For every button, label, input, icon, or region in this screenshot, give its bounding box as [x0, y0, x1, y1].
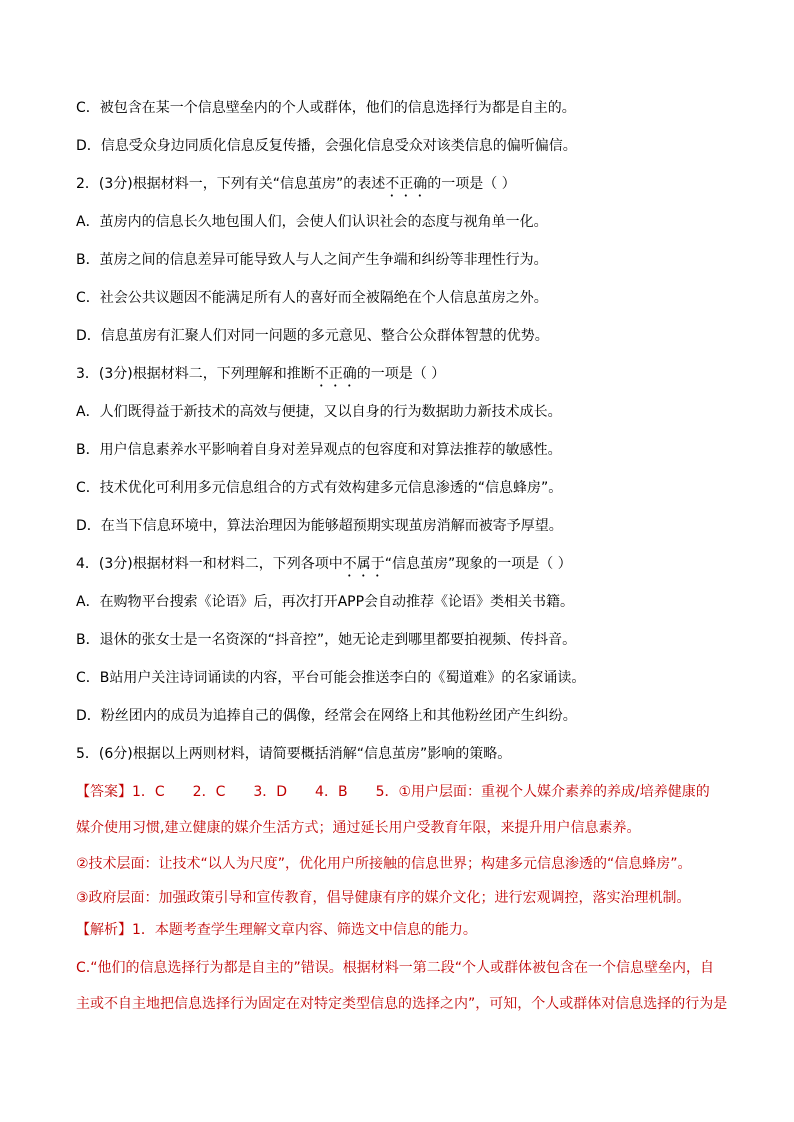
- analysis-line-3: 主或不自主地把信息选择行为固定在对特定类型信息的选择之内”，可知，个人或群体对信息选择的行为是: [76, 996, 728, 1012]
- answer-line-1: 【答案】1．C 2．C 3．D 4．B 5．①用户层面：重视个人媒介素养的养成/培养健康的: [76, 784, 710, 800]
- q3-option-c: C．技术优化可利用多元信息组合的方式有效构建多元信息渗透的“信息蜂房”。: [76, 480, 563, 496]
- q3-stem-emphasis: 不正确: [314, 366, 357, 382]
- q3-stem: [76, 364, 736, 390]
- q2-option-d: D．信息茧房有汇聚人们对同一问题的多元意见、整合公众群体智慧的优势。: [76, 328, 549, 344]
- q2-stem-post: 的一项是（ ）: [427, 176, 516, 192]
- q4-stem-post: “信息茧房”现象的一项是（ ）: [384, 556, 572, 572]
- q1-option-d: D．信息受众身边同质化信息反复传播，会强化信息受众对该类信息的偏听偏信。: [76, 138, 577, 154]
- q1-option-c: C．被包含在某一个信息壁垒内的个人或群体，他们的信息选择行为都是自主的。: [76, 100, 576, 116]
- q2-stem: [76, 174, 736, 200]
- q4-option-b: B．退休的张女士是一名资深的“抖音控”，她无论走到哪里都要拍视频、传抖音。: [76, 632, 577, 648]
- q3-stem-pre: 3．(3分)根据材料二，下列理解和推断: [76, 366, 315, 382]
- analysis-line-2: C.“他们的信息选择行为都是自主的”错误。根据材料一第二段“个人或群体被包含在一个信息壁垒内，自: [76, 960, 714, 976]
- analysis-line-1: 【解析】1．本题考查学生理解文章内容、筛选文中信息的能力。: [76, 922, 477, 938]
- q4-stem: [76, 554, 736, 580]
- q4-option-c: C．B站用户关注诗词诵读的内容，平台可能会推送李白的《蜀道难》的名家诵读。: [76, 670, 586, 686]
- q2-option-c: C．社会公共议题因不能满足所有人的喜好而全被隔绝在个人信息茧房之外。: [76, 290, 548, 306]
- q3-option-d: D．在当下信息环境中，算法治理因为能够超预期实现茧房消解而被寄予厚望。: [76, 518, 563, 534]
- q4-stem-pre: 4．(3分)根据材料一和材料二，下列各项中: [76, 556, 343, 572]
- answer-line-3: ②技术层面：让技术“以人为尺度”，优化用户所接触的信息世界；构建多元信息渗透的“信息蜂房”。: [76, 856, 692, 872]
- q3-stem-post: 的一项是（ ）: [356, 366, 446, 382]
- q3-option-b: B．用户信息素养水平影响着自身对差异观点的包容度和对算法推荐的敏感性。: [76, 442, 562, 458]
- q4-option-a: A．在购物平台搜索《论语》后，再次打开APP会自动推荐《论语》类相关书籍。: [76, 594, 575, 610]
- q2-option-b: B．茧房之间的信息差异可能导致人与人之间产生争端和纠纷等非理性行为。: [76, 252, 548, 268]
- q2-stem-emphasis: 不正确: [385, 176, 428, 192]
- q2-stem-pre: 2．(3分)根据材料一，下列有关“信息茧房”的表述: [76, 176, 386, 192]
- answer-line-2: 媒介使用习惯,建立健康的媒介生活方式；通过延长用户受教育年限，来提升用户信息素养。: [76, 820, 641, 836]
- q4-option-d: D．粉丝团内的成员为追捧自己的偶像，经常会在网络上和其他粉丝团产生纠纷。: [76, 708, 577, 724]
- q4-stem-emphasis: 不属于: [342, 556, 385, 572]
- q2-option-a: A．茧房内的信息长久地包围人们，会使人们认识社会的态度与视角单一化。: [76, 214, 548, 230]
- q5-stem: 5．(6分)根据以上两则材料，请简要概括消解“信息茧房”影响的策略。: [76, 746, 512, 762]
- answer-line-4: ③政府层面：加强政策引导和宣传教育，倡导健康有序的媒介文化；进行宏观调控，落实治理机制。: [76, 890, 691, 906]
- q3-option-a: A．人们既得益于新技术的高效与便捷，又以自身的行为数据助力新技术成长。: [76, 404, 562, 420]
